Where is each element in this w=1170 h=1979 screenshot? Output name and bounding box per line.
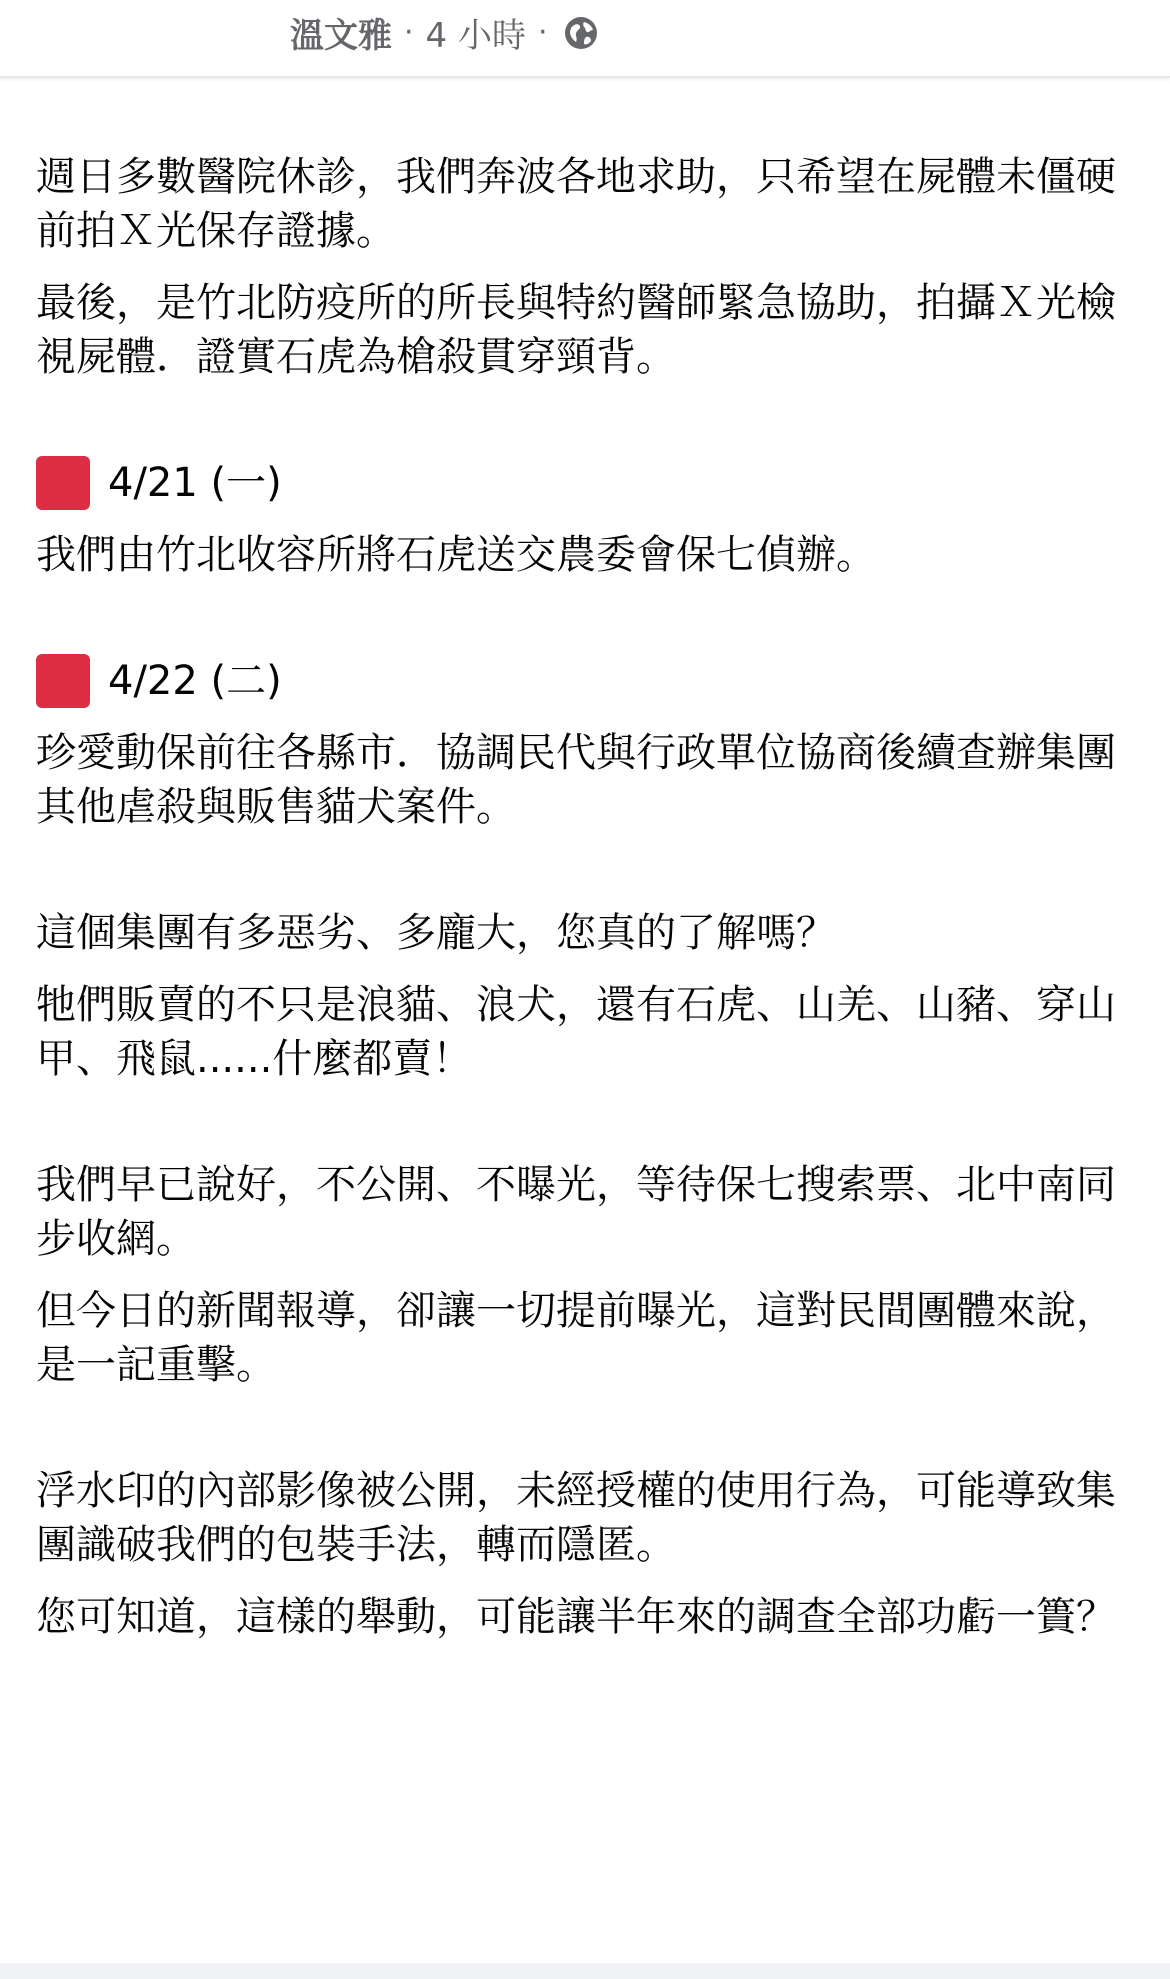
paragraph-4: 珍愛動保前往各縣市．協調民代與行政單位協商後續查辦集團其他虐殺與販售貓犬案件。 bbox=[36, 730, 1116, 830]
paragraph-3: 我們由竹北收容所將石虎送交農委會保七偵辦。 bbox=[36, 532, 876, 578]
feed-divider bbox=[0, 1963, 1170, 1979]
post-meta bbox=[290, 8, 600, 57]
date-heading-0421 bbox=[36, 456, 1126, 510]
paragraph-8: 但今日的新聞報導，卻讓一切提前曝光，這對民間團體來說，是一記重擊。 bbox=[36, 1288, 1116, 1388]
red-square-icon bbox=[36, 456, 90, 510]
date-heading-text: 4/22 (二) bbox=[108, 658, 282, 704]
date-heading-0422 bbox=[36, 654, 1126, 708]
paragraph-9: 浮水印的內部影像被公開，未經授權的使用行為，可能導致集團識破我們的包裝手法，轉而隱匿。 bbox=[36, 1468, 1116, 1568]
post-body bbox=[36, 150, 1126, 1644]
separator-dot: · bbox=[404, 15, 414, 50]
paragraph-6: 牠們販賣的不只是浪貓、浪犬，還有石虎、山羌、山豬、穿山甲、飛鼠......什麼都賣！ bbox=[36, 982, 1116, 1082]
globe-icon[interactable] bbox=[562, 14, 600, 52]
author-name[interactable]: 溫文雅 bbox=[290, 16, 392, 56]
paragraph-1: 週日多數醫院休診，我們奔波各地求助，只希望在屍體未僵硬前拍Ｘ光保存證據。 bbox=[36, 154, 1116, 254]
date-heading-text: 4/21 (一) bbox=[108, 460, 282, 506]
post-header bbox=[0, 0, 1170, 78]
red-square-icon bbox=[36, 654, 90, 708]
paragraph-7: 我們早已說好，不公開、不曝光，等待保七搜索票、北中南同步收網。 bbox=[36, 1162, 1116, 1262]
paragraph-10: 您可知道，這樣的舉動，可能讓半年來的調查全部功虧一簣？ bbox=[36, 1594, 1116, 1640]
separator-dot: · bbox=[538, 15, 548, 50]
post-time[interactable]: 4 小時 bbox=[425, 16, 526, 56]
paragraph-2: 最後，是竹北防疫所的所長與特約醫師緊急協助，拍攝Ｘ光檢視屍體．證實石虎為槍殺貫穿頸背。 bbox=[36, 280, 1116, 380]
paragraph-5: 這個集團有多惡劣、多龐大，您真的了解嗎？ bbox=[36, 910, 836, 956]
